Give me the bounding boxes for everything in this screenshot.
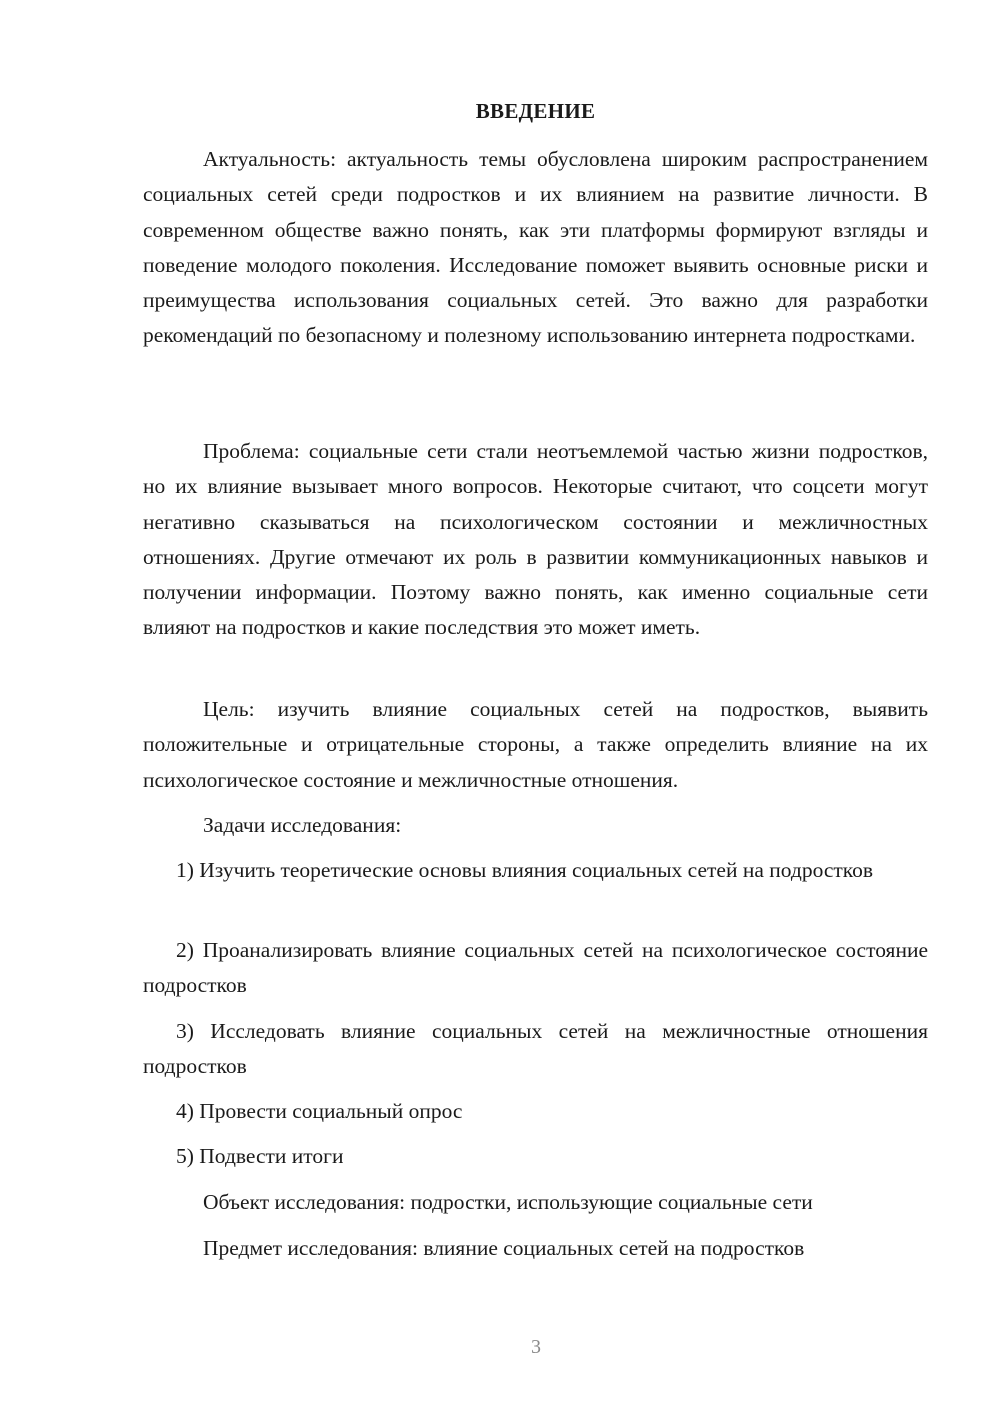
relevance-paragraph: Актуальность: актуальность темы обусловлена широким распространением социальных сетей среди подростков и их влиянием на развитие личности. В современном обществе важно понять, как эти платформы формируют взгляды и поведение молодого поколения. Исследование поможет выявить основные риски и преимущества использования социальных сетей. Это важно для разработки рекомендаций по безопасному и полезному использованию интернета подростками. bbox=[143, 147, 928, 348]
task-item-2: 2) Проанализировать влияние социальных сетей на психологическое состояние подростков bbox=[143, 938, 928, 998]
task-item-4: 4) Провести социальный опрос bbox=[176, 1099, 463, 1123]
page-number: 3 bbox=[531, 1336, 541, 1358]
research-object: Объект исследования: подростки, использующие социальные сети bbox=[203, 1190, 813, 1214]
page-title: ВВЕДЕНИЕ bbox=[475, 99, 596, 123]
task-item-1: 1) Изучить теоретические основы влияния социальных сетей на подростков bbox=[176, 858, 874, 882]
task-item-5: 5) Подвести итоги bbox=[176, 1144, 344, 1168]
task-item-3: 3) Исследовать влияние социальных сетей на межличностные отношения подростков bbox=[143, 1019, 928, 1079]
research-subject: Предмет исследования: влияние социальных сетей на подростков bbox=[203, 1236, 805, 1260]
problem-paragraph: Проблема: социальные сети стали неотъемлемой частью жизни подростков, но их влияние вызывает много вопросов. Некоторые считают, что соцсети могут негативно сказываться на психологическом состоянии и межличностных отношениях. Другие отмечают их роль в развитии коммуникационных навыков и получении информации. Поэтому важно понять, как именно социальные сети влияют на подростков и какие последствия это может иметь. bbox=[143, 439, 928, 640]
goal-paragraph: Цель: изучить влияние социальных сетей на подростков, выявить положительные и отрицательные стороны, а также определить влияние на их психологическое состояние и межличностные отношения. bbox=[143, 697, 928, 792]
tasks-heading: Задачи исследования: bbox=[203, 813, 402, 837]
